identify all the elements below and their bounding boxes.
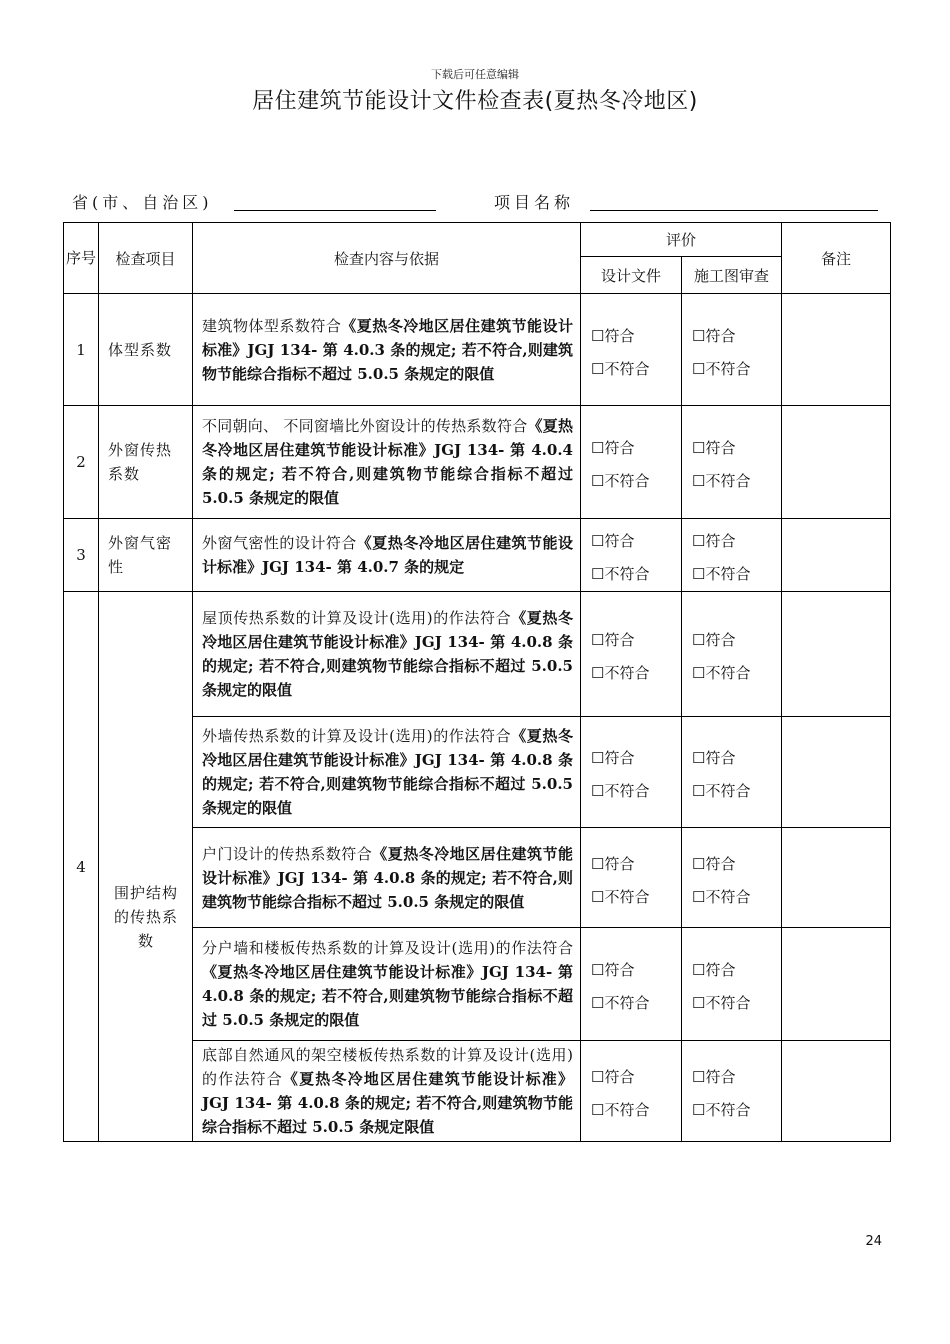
fail-checkbox[interactable]: ☐不符合 xyxy=(692,359,751,378)
content-standard: 《夏热冬冷地区居住建筑节能设计标准》JGJ 134- 第 4.0.8 条的规定; 若不符合,则建筑物节能综合指标不超过 5.0.5 条规定的限值 xyxy=(202,844,573,911)
content-plain: 底部自然通风的架空楼板传热系数的计算及设计(选用)的作法符合 xyxy=(202,1046,573,1088)
pass-checkbox[interactable]: ☐符合 xyxy=(692,749,736,767)
pass-checkbox[interactable]: ☐符合 xyxy=(591,961,635,979)
province-label: 省(市、自治区) xyxy=(72,193,213,212)
row-content xyxy=(193,1041,581,1142)
row-item: 围护结构的传热系数 xyxy=(99,592,193,1142)
row-content xyxy=(193,406,581,519)
content-standard: 《夏热冬冷地区居住建筑节能设计标准》JGJ 134- 第 4.0.4 条的规定; 若不符合,则建筑物节能综合指标不超过 5.0.5 条规定的限值 xyxy=(202,417,573,507)
inspection-table xyxy=(63,222,891,1142)
fail-checkbox[interactable]: ☐不符合 xyxy=(591,664,650,682)
row-item: 体型系数 xyxy=(99,294,193,406)
table-row xyxy=(64,592,891,717)
row-seq: 4 xyxy=(64,592,99,1142)
pass-checkbox[interactable]: ☐符合 xyxy=(692,961,736,979)
design-evaluation xyxy=(581,928,682,1041)
design-evaluation xyxy=(581,406,682,519)
design-evaluation xyxy=(581,294,682,406)
content-plain: 户门设计的传热系数符合 xyxy=(202,844,373,863)
fail-checkbox[interactable]: ☐不符合 xyxy=(591,887,650,906)
meta-fields xyxy=(72,190,880,214)
review-evaluation xyxy=(682,406,782,519)
row-seq: 3 xyxy=(64,519,99,592)
table-row xyxy=(64,406,891,519)
content-plain: 建筑物体型系数符合 xyxy=(202,316,342,335)
row-remark[interactable] xyxy=(782,828,891,928)
pass-checkbox[interactable]: ☐符合 xyxy=(591,439,635,457)
row-remark[interactable] xyxy=(782,406,891,519)
fail-checkbox[interactable]: ☐不符合 xyxy=(591,1101,650,1119)
row-content xyxy=(193,519,581,592)
header-content: 检查内容与依据 xyxy=(193,223,581,294)
header-item: 检查项目 xyxy=(99,223,193,294)
review-evaluation xyxy=(682,592,782,717)
review-evaluation xyxy=(682,519,782,592)
project-name-field[interactable] xyxy=(590,210,878,211)
content-standard: 《夏热冬冷地区居住建筑节能设计标准》JGJ 134- 第 4.0.3 条的规定; 若不符合,则建筑物节能综合指标不超过 5.0.5 条规定的限值 xyxy=(202,316,573,383)
row-content xyxy=(193,294,581,406)
pass-checkbox[interactable]: ☐符合 xyxy=(591,532,635,550)
row-content xyxy=(193,592,581,717)
header-seq: 序号 xyxy=(64,223,99,294)
design-evaluation xyxy=(581,717,682,828)
fail-checkbox[interactable]: ☐不符合 xyxy=(692,887,751,906)
fail-checkbox[interactable]: ☐不符合 xyxy=(591,359,650,378)
design-evaluation xyxy=(581,828,682,928)
row-seq: 1 xyxy=(64,294,99,406)
content-plain: 屋顶传热系数的计算及设计(选用)的作法符合 xyxy=(202,609,512,627)
content-standard: 《夏热冬冷地区居住建筑节能设计标准》JGJ 134- 第 4.0.8 条的规定; 若不符合,则建筑物节能综合指标不超过 5.0.5 条规定的限值 xyxy=(202,609,573,699)
table-row xyxy=(64,294,891,406)
table-body xyxy=(64,294,891,1142)
fail-checkbox[interactable]: ☐不符合 xyxy=(591,565,650,583)
row-remark[interactable] xyxy=(782,717,891,828)
review-evaluation xyxy=(682,828,782,928)
row-remark[interactable] xyxy=(782,1041,891,1142)
header-eval: 评价 xyxy=(581,223,782,257)
row-content xyxy=(193,717,581,828)
fail-checkbox[interactable]: ☐不符合 xyxy=(692,782,751,800)
content-plain: 不同朝向、 不同窗墙比外窗设计的传热系数符合 xyxy=(202,417,528,435)
fail-checkbox[interactable]: ☐不符合 xyxy=(591,472,650,490)
page-title: 居住建筑节能设计文件检查表(夏热冬冷地区) xyxy=(252,89,698,114)
fail-checkbox[interactable]: ☐不符合 xyxy=(692,565,751,583)
top-note: 下载后可任意编辑 xyxy=(431,68,519,81)
pass-checkbox[interactable]: ☐符合 xyxy=(591,1068,635,1086)
province-field[interactable] xyxy=(234,210,436,211)
review-evaluation xyxy=(682,294,782,406)
fail-checkbox[interactable]: ☐不符合 xyxy=(591,994,650,1012)
page-number: 24 xyxy=(865,1234,882,1249)
row-remark[interactable] xyxy=(782,519,891,592)
row-content xyxy=(193,928,581,1041)
pass-checkbox[interactable]: ☐符合 xyxy=(591,326,635,345)
content-standard: 《夏热冬冷地区居住建筑节能设计标准》JGJ 134- 第 4.0.7 条的规定 xyxy=(202,534,573,576)
pass-checkbox[interactable]: ☐符合 xyxy=(692,439,736,457)
review-evaluation xyxy=(682,1041,782,1142)
content-plain: 外墙传热系数的计算及设计(选用)的作法符合 xyxy=(202,727,512,745)
fail-checkbox[interactable]: ☐不符合 xyxy=(692,994,751,1012)
design-evaluation xyxy=(581,519,682,592)
review-evaluation xyxy=(682,717,782,828)
pass-checkbox[interactable]: ☐符合 xyxy=(692,854,736,873)
content-plain: 分户墙和楼板传热系数的计算及设计(选用)的作法符合 xyxy=(202,939,573,957)
pass-checkbox[interactable]: ☐符合 xyxy=(692,631,736,649)
design-evaluation xyxy=(581,1041,682,1142)
table-row xyxy=(64,519,891,592)
header-drawing-review: 施工图审查 xyxy=(682,257,782,294)
row-remark[interactable] xyxy=(782,592,891,717)
row-item: 外窗气密性 xyxy=(99,519,193,592)
header-remark: 备注 xyxy=(782,223,891,294)
review-evaluation xyxy=(682,928,782,1041)
project-name-label: 项目名称 xyxy=(494,193,575,212)
content-standard: 《夏热冬冷地区居住建筑节能设计标准》JGJ 134- 第 4.0.8 条的规定; 若不符合,则建筑物节能综合指标不超过 5.0.5 条规定的限值 xyxy=(202,727,573,817)
pass-checkbox[interactable]: ☐符合 xyxy=(692,1068,736,1086)
content-standard: 《夏热冬冷地区居住建筑节能设计标准》JGJ 134- 第 4.0.8 条的规定; 若不符合,则建筑物节能综合指标不超过 5.0.5 条规定的限值 xyxy=(202,963,573,1029)
pass-checkbox[interactable]: ☐符合 xyxy=(591,854,635,873)
row-remark[interactable] xyxy=(782,294,891,406)
fail-checkbox[interactable]: ☐不符合 xyxy=(591,782,650,800)
content-plain: 外窗气密性的设计符合 xyxy=(202,534,357,552)
pass-checkbox[interactable]: ☐符合 xyxy=(591,749,635,767)
row-item: 外窗传热系数 xyxy=(99,406,193,519)
fail-checkbox[interactable]: ☐不符合 xyxy=(692,664,751,682)
fail-checkbox[interactable]: ☐不符合 xyxy=(692,472,751,490)
fail-checkbox[interactable]: ☐不符合 xyxy=(692,1101,751,1119)
header-design-file: 设计文件 xyxy=(581,257,682,294)
row-content xyxy=(193,828,581,928)
row-remark[interactable] xyxy=(782,928,891,1041)
pass-checkbox[interactable]: ☐符合 xyxy=(692,532,736,550)
design-evaluation xyxy=(581,592,682,717)
pass-checkbox[interactable]: ☐符合 xyxy=(591,631,635,649)
content-standard: 《夏热冬冷地区居住建筑节能设计标准》JGJ 134- 第 4.0.8 条的规定; 若不符合,则建筑物节能综合指标不超过 5.0.5 条规定限值 xyxy=(202,1070,573,1136)
row-seq: 2 xyxy=(64,406,99,519)
pass-checkbox[interactable]: ☐符合 xyxy=(692,326,736,345)
